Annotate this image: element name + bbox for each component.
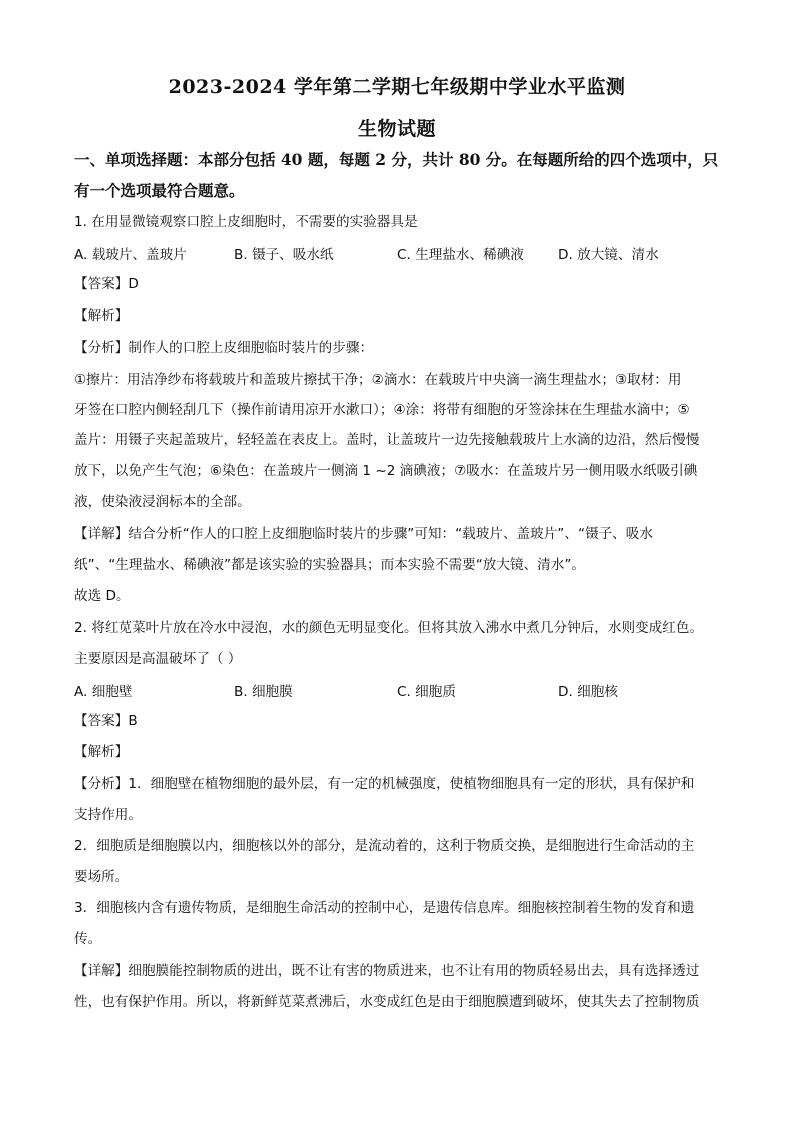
q2-answer: 【答案】B bbox=[74, 713, 138, 729]
q2-stem-line: 2. 将红苋菜叶片放在冷水中浸泡，水的颜色无明显变化。但将其放入沸水中煮几分钟后，水则变成红色。 bbox=[74, 620, 704, 636]
q2-stem-line: 主要原因是高温破坏了（ ） bbox=[74, 651, 242, 667]
q2-fenxi-line: 要场所。 bbox=[74, 869, 129, 885]
q1-fenxi-line: 【分析】制作人的口腔上皮细胞临时装片的步骤： bbox=[74, 340, 374, 356]
q2-fenxi-line: 支持作用。 bbox=[74, 807, 142, 823]
q2-fenxi-line: 传。 bbox=[74, 931, 102, 947]
q1-option-d: D. 放大镜、清水 bbox=[558, 247, 659, 263]
q1-analysis-label: 【解析】 bbox=[74, 308, 129, 324]
q1-stem: 1. 在用显微镜观察口腔上皮细胞时，不需要的实验器具是 bbox=[74, 214, 418, 230]
q1-xiangjie-line: 纸”、“生理盐水、稀碘液”都是该实验的实验器具；而本实验不需要“放大镜、清水”。 bbox=[74, 557, 585, 573]
section-heading-line-2: 有一个选项最符合题意。 bbox=[74, 181, 245, 200]
q1-fenxi-line: 牙签在口腔内侧轻刮几下（操作前请用凉开水漱口）；④涂：将带有细胞的牙签涂抹在生理盐水滴中；⑤ bbox=[74, 402, 690, 418]
document-title: 2023-2024 学年第二学期七年级期中学业水平监测 bbox=[168, 76, 626, 98]
q1-fenxi-line: 盖片：用镊子夹起盖玻片，轻轻盖在表皮上。盖时，让盖玻片一边先接触载玻片上水滴的边沿，然后慢慢 bbox=[74, 432, 700, 448]
q2-xiangjie-line: 性，也有保护作用。所以，将新鲜苋菜煮沸后，水变成红色是由于细胞膜遭到破坏，使其失去了控制物质 bbox=[74, 994, 700, 1010]
q2-option-b: B. 细胞膜 bbox=[234, 684, 293, 700]
q2-option-c: C. 细胞质 bbox=[397, 684, 456, 700]
q1-fenxi-line: 放下，以免产生气泡；⑥染色：在盖玻片一侧滴 1 ~2 滴碘液；⑦吸水：在盖玻片另一侧用吸水纸吸引碘 bbox=[74, 463, 698, 479]
q1-xiangjie-line: 【详解】结合分析“作人的口腔上皮细胞临时装片的步骤”可知：“载玻片、盖玻片”、“镊子、吸水 bbox=[74, 526, 653, 542]
q1-answer: 【答案】D bbox=[74, 276, 139, 292]
q2-fenxi-line: 【分析】1．细胞壁在植物细胞的最外层，有一定的机械强度，使植物细胞具有一定的形状，具有保护和 bbox=[74, 776, 695, 792]
document-subtitle: 生物试题 bbox=[357, 118, 436, 140]
q1-conclusion: 故选 D。 bbox=[74, 588, 130, 604]
q2-fenxi-line: 2．细胞质是细胞膜以内，细胞核以外的部分，是流动着的，这利于物质交换，是细胞进行生命活动的主 bbox=[74, 838, 695, 854]
q1-options bbox=[74, 243, 724, 263]
q2-options bbox=[74, 680, 724, 700]
q2-option-d: D. 细胞核 bbox=[558, 684, 618, 700]
q2-option-a: A. 细胞壁 bbox=[74, 684, 133, 700]
q2-analysis-label: 【解析】 bbox=[74, 744, 129, 760]
q1-option-b: B. 镊子、吸水纸 bbox=[234, 247, 334, 263]
q1-option-c: C. 生理盐水、稀碘液 bbox=[397, 247, 524, 263]
q1-fenxi-line: ①擦片：用洁净纱布将载玻片和盖玻片擦拭干净；②滴水：在载玻片中央滴一滴生理盐水；③取材：用 bbox=[74, 372, 682, 388]
q1-fenxi-line: 液，使染液浸润标本的全部。 bbox=[74, 494, 251, 510]
section-heading-line-1: 一、单项选择题：本部分包括 40 题，每题 2 分，共计 80 分。在每题所给的四个选项中，只 bbox=[74, 150, 719, 169]
q2-xiangjie-line: 【详解】细胞膜能控制物质的进出，既不让有害的物质进来，也不让有用的物质轻易出去，具有选择透过 bbox=[74, 963, 700, 979]
q2-fenxi-line: 3．细胞核内含有遗传物质，是细胞生命活动的控制中心，是遗传信息库。细胞核控制着生物的发育和遗 bbox=[74, 900, 695, 916]
q1-option-a: A. 载玻片、盖玻片 bbox=[74, 247, 187, 263]
